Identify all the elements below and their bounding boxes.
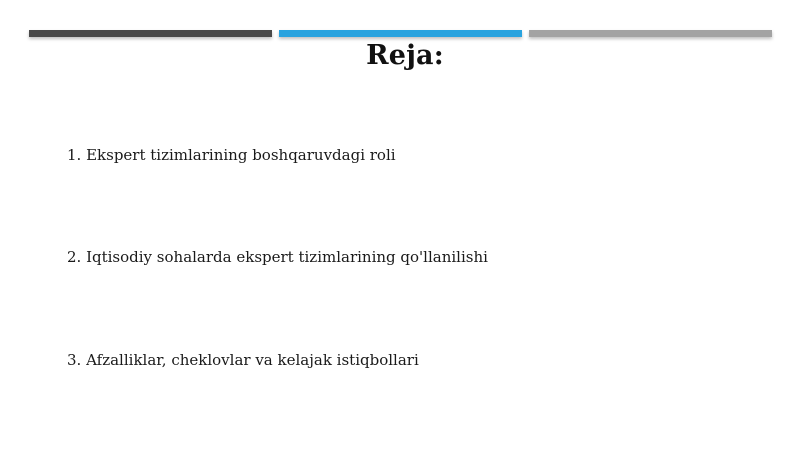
accent-bar-dark: [29, 30, 272, 37]
accent-bar-gray: [529, 30, 772, 37]
plan-item-1: 1. Ekspert tizimlarining boshqaruvdagi roli: [67, 146, 396, 164]
slide-title: Reja:: [366, 40, 444, 71]
header-accent-bars: [0, 30, 800, 40]
accent-bar-blue: [279, 30, 522, 37]
plan-item-3: 3. Afzalliklar, cheklovlar va kelajak istiqbollari: [67, 351, 419, 369]
plan-item-2: 2. Iqtisodiy sohalarda ekspert tizimlarining qo'llanilishi: [67, 248, 488, 266]
